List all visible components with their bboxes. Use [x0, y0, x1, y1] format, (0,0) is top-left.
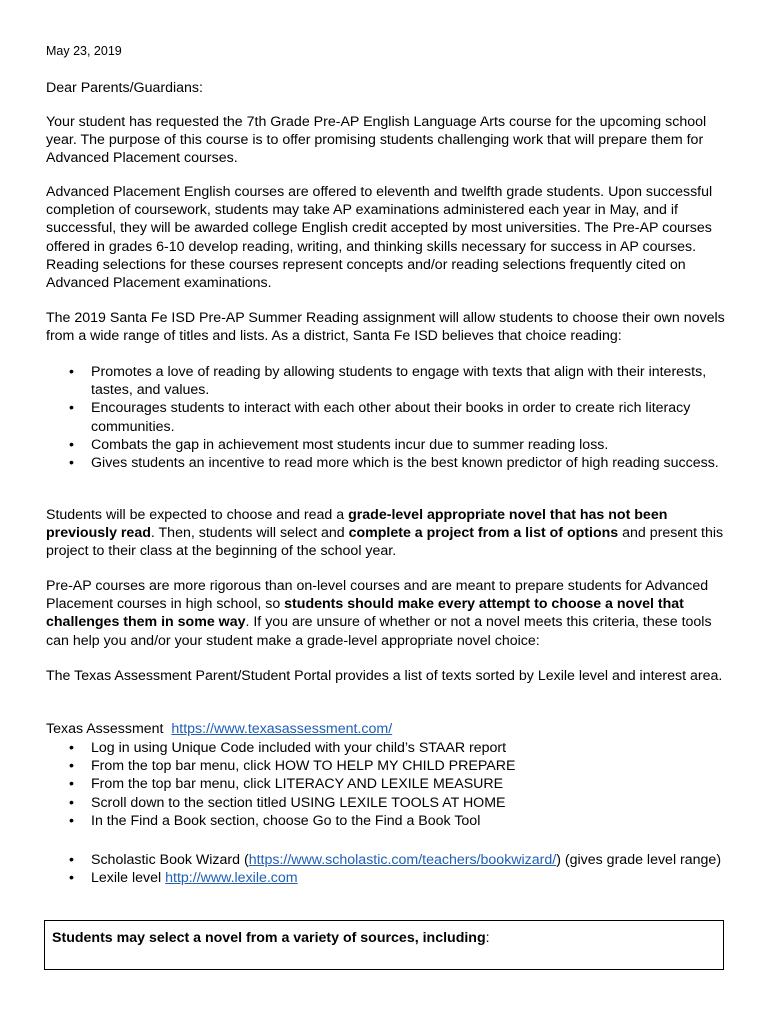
list-item: • In the Find a Book section, choose Go to the Find a Book Tool — [46, 812, 736, 830]
novel-sources-box — [44, 920, 724, 970]
list-item: • Combats the gap in achievement most students incur due to summer reading loss. — [46, 436, 736, 454]
text-run: Students will be expected to choose and read a — [46, 507, 349, 523]
text-run: ) (gives grade level range) — [556, 852, 722, 868]
rigor-paragraph — [46, 577, 736, 650]
text-run: Lexile level — [91, 870, 166, 887]
bold-text-run: students should make every attempt to choose a novel that challenges them in some way — [46, 596, 684, 631]
choice-reading-benefits-list — [46, 363, 736, 472]
expectations-paragraph — [46, 506, 736, 561]
list-item: • Promotes a love of reading by allowing students to engage with texts that align with their interests, tastes, and values. — [46, 363, 736, 399]
texas-assessment-label: Texas Assessment — [46, 721, 164, 737]
other-tools-list — [46, 851, 736, 887]
novel-sources-heading — [52, 929, 490, 947]
portal-paragraph: The Texas Assessment Parent/Student Portal provides a list of texts sorted by Lexile level and interest area. — [46, 668, 723, 684]
ap-courses-paragraph: Advanced Placement English courses are offered to eleventh and twelfth grade students. Upon successful completion of coursework, students may take AP examinations administered each year in May, and if successful, they will be awarded college English credit accepted by most universities. The Pre-AP courses offered in grades 6-10 develop reading, writing, and thinking skills necessary for success in AP courses. Reading selections for these courses represent concepts and/or reading selections frequently cited on Advanced Placement examinations. — [46, 184, 713, 292]
list-item: • Scroll down to the section titled USING LEXILE TOOLS AT HOME — [46, 794, 736, 812]
intro-paragraph: Your student has requested the 7th Grade Pre-AP English Language Arts course for the upcoming school year. The purpose of this course is to offer promising students challenging work that will prepare them for Advanced Placement courses. — [46, 114, 707, 167]
scholastic-link[interactable]: https://www.scholastic.com/teachers/bookwizard/ — [248, 852, 557, 868]
list-item — [46, 869, 736, 887]
list-item: • Log in using Unique Code included with your child’s STAAR report — [46, 739, 736, 757]
bold-text-run: grade-level appropriate novel that has not been previously read — [46, 507, 668, 542]
list-item: • From the top bar menu, click HOW TO HELP MY CHILD PREPARE — [46, 757, 736, 775]
list-item: • Gives students an incentive to read more which is the best known predictor of high reading success. — [46, 454, 736, 472]
texas-assessment-steps-list — [46, 739, 736, 830]
text-run: Pre-AP courses are more rigorous than on-level courses and are meant to prepare students for Advanced Placement courses in high school, so — [46, 578, 709, 613]
list-item — [46, 851, 736, 869]
bold-text-run: complete a project from a list of options — [348, 525, 619, 542]
letter-date: May 23, 2019 — [46, 44, 122, 58]
lexile-link[interactable]: http://www.lexile.com — [165, 870, 298, 887]
list-item: • From the top bar menu, click LITERACY AND LEXILE MEASURE — [46, 775, 736, 793]
list-item: • Encourages students to interact with each other about their books in order to create rich literacy communities. — [46, 399, 736, 435]
summer-reading-paragraph: The 2019 Santa Fe ISD Pre-AP Summer Reading assignment will allow students to choose their own novels from a wide range of titles and lists. As a district, Santa Fe ISD believes that choice reading: — [46, 310, 725, 345]
texas-assessment-link[interactable]: https://www.texasassessment.com/ — [171, 721, 393, 737]
bold-text-run: Students may select a novel from a variety of sources, including — [52, 930, 486, 946]
text-run: Scholastic Book Wizard ( — [91, 852, 249, 868]
text-run: : — [485, 930, 490, 946]
text-run: and present this project to their class at the beginning of the school year. — [46, 525, 724, 560]
texas-assessment-line — [46, 720, 736, 738]
text-run: . Then, students will select and — [150, 525, 349, 542]
text-run: . If you are unsure of whether or not a novel meets this criteria, these tools can help you and/or your student make a grade-level appropriate novel choice: — [46, 614, 712, 649]
salutation: Dear Parents/Guardians: — [46, 80, 203, 96]
